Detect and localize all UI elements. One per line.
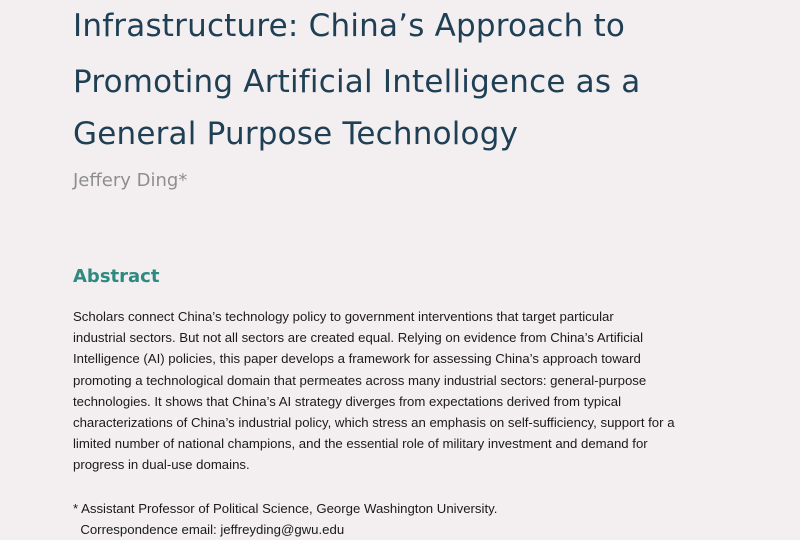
- abstract-line: progress in dual-use domains.: [73, 457, 250, 473]
- abstract-line: Scholars connect China’s technology policy to government interventions that target particular: [73, 309, 614, 324]
- footnote-affiliation: * Assistant Professor of Political Science, George Washington University.: [73, 501, 498, 516]
- abstract-line: promoting a technological domain that permeates across many industrial sectors: general-purpose: [73, 372, 647, 388]
- abstract-text: [73, 306, 675, 476]
- author-footnote: [73, 498, 497, 540]
- paper-title-line-1: Infrastructure: China’s Approach to: [73, 8, 626, 44]
- abstract-line: industrial sectors. But not all sectors are created equal. Relying on evidence from China’s Artificial: [73, 330, 644, 346]
- abstract-heading: Abstract: [73, 266, 160, 287]
- paper-title-line-2: Promoting Artificial Intelligence as a: [73, 64, 641, 100]
- paper-title-line-3: General Purpose Technology: [73, 116, 519, 152]
- abstract-line: Intelligence (AI) policies, this paper develops a framework for assessing China’s approach toward: [73, 351, 641, 367]
- author-name: Jeffery Ding*: [73, 170, 188, 191]
- footnote-email: Correspondence email: jeffreyding@gwu.edu: [73, 522, 345, 537]
- abstract-line: technologies. It shows that China’s AI strategy diverges from expectations derived from typical: [73, 393, 622, 409]
- abstract-line: limited number of national champions, and the essential role of military investment and demand for: [73, 436, 648, 452]
- abstract-line: characterizations of China’s industrial policy, which stress an emphasis on self-sufficiency, support for a: [73, 415, 675, 431]
